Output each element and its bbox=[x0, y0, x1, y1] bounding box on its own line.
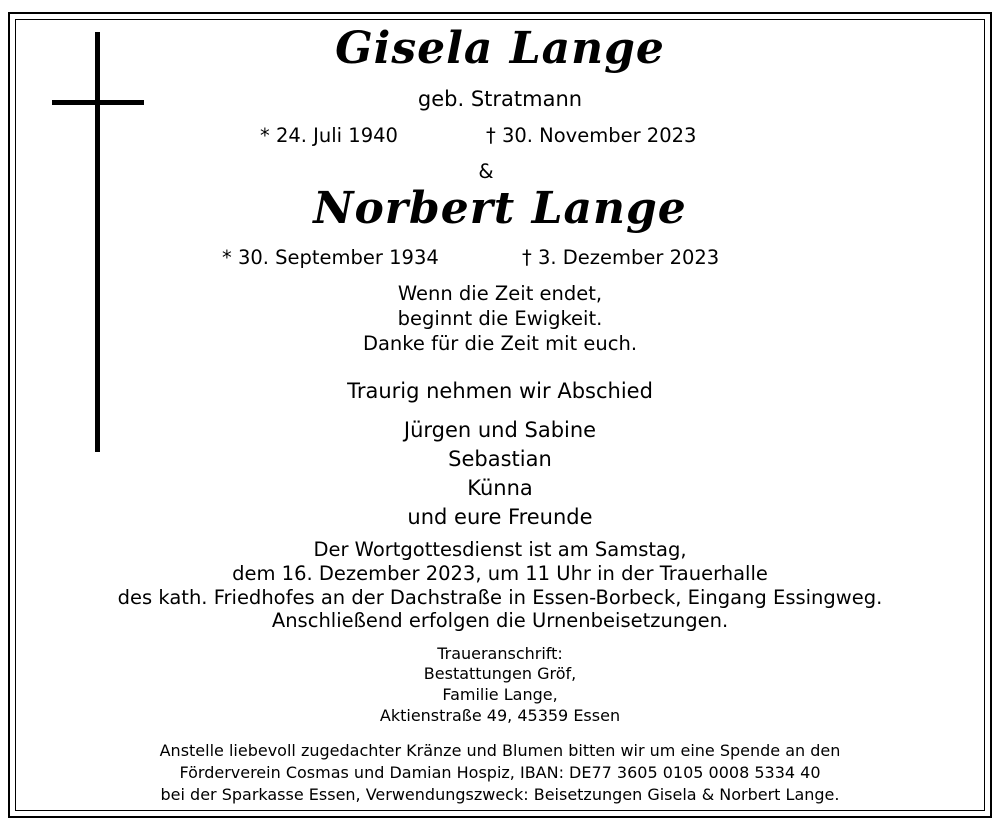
service-line: dem 16. Dezember 2023, um 11 Uhr in der Trauerhalle bbox=[232, 562, 768, 585]
service-line: Der Wortgottesdienst ist am Samstag, bbox=[313, 538, 687, 561]
mourner: Jürgen und Sabine bbox=[403, 418, 597, 442]
address-line: Familie Lange, bbox=[442, 685, 558, 704]
person2-death-date: † 3. Dezember 2023 bbox=[522, 246, 720, 269]
address-line: Aktienstraße 49, 45359 Essen bbox=[379, 706, 621, 725]
mourner: und eure Freunde bbox=[407, 505, 593, 529]
person1-maiden-name: geb. Stratmann bbox=[417, 87, 583, 111]
donation-line: Anstelle liebevoll zugedachter Kränze und Blumen bitten wir um eine Spende an den bbox=[159, 741, 841, 760]
donation-line: Förderverein Cosmas und Damian Hospiz, IBAN: DE77 3605 0105 0008 5334 40 bbox=[179, 763, 821, 782]
donation-line: bei der Sparkasse Essen, Verwendungszweck: Beisetzungen Gisela & Norbert Lange. bbox=[160, 785, 840, 804]
person2-birth-date: * 30. September 1934 bbox=[222, 246, 439, 269]
verse-line: beginnt die Ewigkeit. bbox=[397, 307, 603, 330]
verse-line: Wenn die Zeit endet, bbox=[397, 282, 603, 305]
service-line: des kath. Friedhofes an der Dachstraße in Essen-Borbeck, Eingang Essingweg. bbox=[117, 586, 883, 609]
person1-name: Gisela Lange bbox=[335, 23, 665, 74]
person1-death-date: † 30. November 2023 bbox=[486, 124, 697, 147]
person1-birth-date: * 24. Juli 1940 bbox=[260, 124, 398, 147]
ampersand: & bbox=[478, 160, 494, 183]
address-line: Bestattungen Gröf, bbox=[423, 664, 577, 683]
person2-name: Norbert Lange bbox=[313, 183, 687, 234]
address-line: Traueranschrift: bbox=[437, 644, 563, 663]
verse-line: Danke für die Zeit mit euch. bbox=[362, 332, 638, 355]
service-line: Anschließend erfolgen die Urnenbeisetzungen. bbox=[271, 609, 729, 632]
mourner: Künna bbox=[467, 476, 533, 500]
mourning-intro: Traurig nehmen wir Abschied bbox=[347, 379, 653, 403]
mourner: Sebastian bbox=[448, 447, 552, 471]
